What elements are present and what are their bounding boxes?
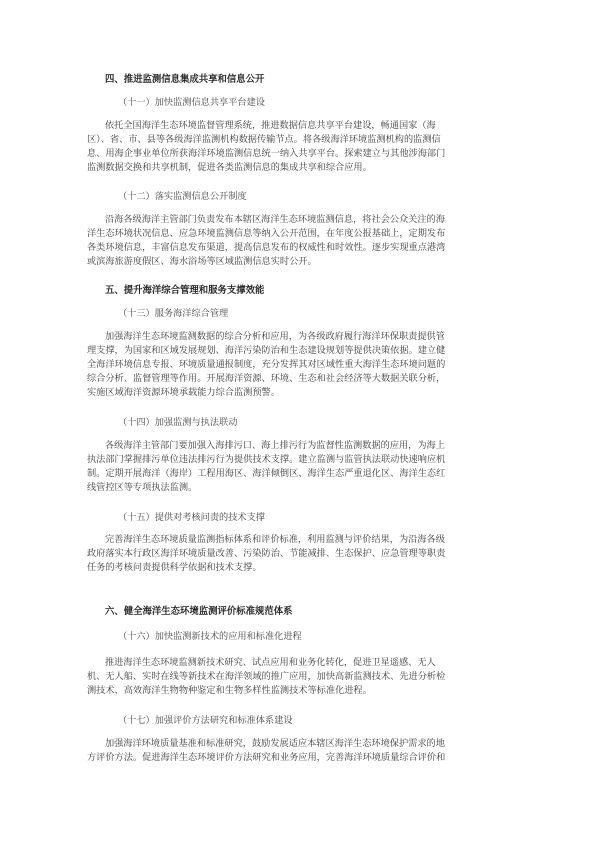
text-line: 区）、省、市、县等各级海洋监测机构数据传输节点。将各级海洋环境监测机构的监测信 [87, 134, 441, 145]
text-line: 各级海洋主管部门要加强入海排污口、海上排污行为监督性监测数据的应用，为海上 [105, 440, 445, 451]
text-line: 加强海洋生态环境监测数据的综合分析和应用，为各级政府履行海洋环保职责提供管 [105, 331, 445, 342]
subsection-title-13: （十三）服务海洋综合管理 [118, 308, 229, 319]
subsection-title-17: （十七）加强评价方法研究和标准体系建设 [118, 715, 293, 726]
text-line: 线管控区等专项执法监测。 [87, 482, 198, 493]
text-line: 息、用海企事业单位所获海洋环境监测信息统一纳入共享平台。探索建立与其他涉海部门 [87, 148, 446, 159]
subsection-title-14: （十四）加强监测与执法联动 [118, 417, 238, 428]
text-line: 完善海洋生态环境质量监测指标体系和评价标准，利用监测与评价结果，为沿海各级 [105, 534, 445, 545]
paragraph-16 [87, 656, 507, 698]
paragraph-17 [87, 737, 507, 765]
text-line: 全海洋环境信息专报、环境质量通报制度，充分发挥其对区域性重大海洋生态环境问题的 [87, 359, 446, 370]
text-line: 任务的考核问责提供科学依据和技术支撑。 [87, 562, 262, 573]
text-line: 加强海洋环境质量基准和标准研究，鼓励发展适应本辖区海洋生态环境保护需求的地 [105, 738, 445, 749]
paragraph-15 [87, 533, 507, 575]
paragraph-11 [87, 119, 507, 175]
text-line: 理支撑，为国家和区域发展规划、海洋污染防治和生态建设规划等提供决策依据。建立健 [87, 345, 446, 356]
text-line: 实施区域海洋资源环境承载能力综合监测预警。 [87, 387, 280, 398]
text-line: 执法部门掌握排污单位违法排污行为提供技术支撑。建立监测与监管执法联动快速响应机 [87, 454, 446, 465]
text-line: 综合分析、监督管理等作用。开展海洋资源、环境、生态和社会经济等大数据关联分析， [87, 373, 446, 384]
subsection-title-12: （十二）落实监测信息公开制度 [118, 191, 247, 202]
text-line: 或滨海旅游度假区、海水浴场等区域监测信息实时公开。 [87, 256, 317, 267]
text-line: 方评价方法。促进海洋生态环境评价方法研究和业务应用，完善海洋环境质量综合评价和 [87, 752, 446, 763]
subsection-title-11: （十一）加快监测信息共享平台建设 [118, 97, 265, 108]
section-heading-6: 六、健全海洋生态环境监测评价标准规范体系 [105, 606, 293, 617]
section-heading-5: 五、提升海洋综合管理和服务支撑效能 [105, 285, 265, 296]
text-line: 机、无人船、实时在线等新技术在海洋领域的推广应用，加快高新监测技术、先进分析检 [87, 671, 446, 682]
text-line: 制。定期开展海洋（海岸）工程用海区、海洋倾倒区、海洋生态严重退化区、海洋生态红 [87, 468, 446, 479]
subsection-title-16: （十六）加快监测新技术的应用和标准化进程 [118, 631, 302, 642]
paragraph-13 [87, 330, 507, 400]
text-line: 测技术、高效海洋生物物种鉴定和生物多样性监测技术等标准化进程。 [87, 685, 372, 696]
text-line: 洋生态环境状况信息、应急环境监测信息等纳入公开范围，在年度公报基础上，定期发布 [87, 228, 446, 239]
section-heading-4: 四、推进监测信息集成共享和信息公开 [105, 74, 265, 85]
text-line: 推进海洋生态环境监测新技术研究、试点应用和业务化转化，促进卫星遥感、无人 [105, 657, 436, 668]
text-line: 政府落实本行政区海洋环境质量改善、污染防治、节能减排、生态保护、应急管理等职责 [87, 548, 446, 559]
subsection-title-15: （十五）提供对考核问责的技术支撑 [118, 512, 265, 523]
paragraph-14 [87, 439, 507, 495]
text-line: 监测数据交换和共享机制，促进各类监测信息的集成共享和综合应用。 [87, 162, 372, 173]
text-line: 依托全国海洋生态环境监督管理系统，推进数据信息共享平台建设，畅通国家（海 [105, 120, 436, 131]
text-line: 沿海各级海洋主管部门负责发布本辖区海洋生态环境监测信息，将社会公众关注的海 [105, 214, 445, 225]
text-line: 各类环境信息，丰富信息发布渠道，提高信息发布的权威性和时效性。逐步实现重点港湾 [87, 242, 446, 253]
paragraph-12 [87, 213, 507, 269]
